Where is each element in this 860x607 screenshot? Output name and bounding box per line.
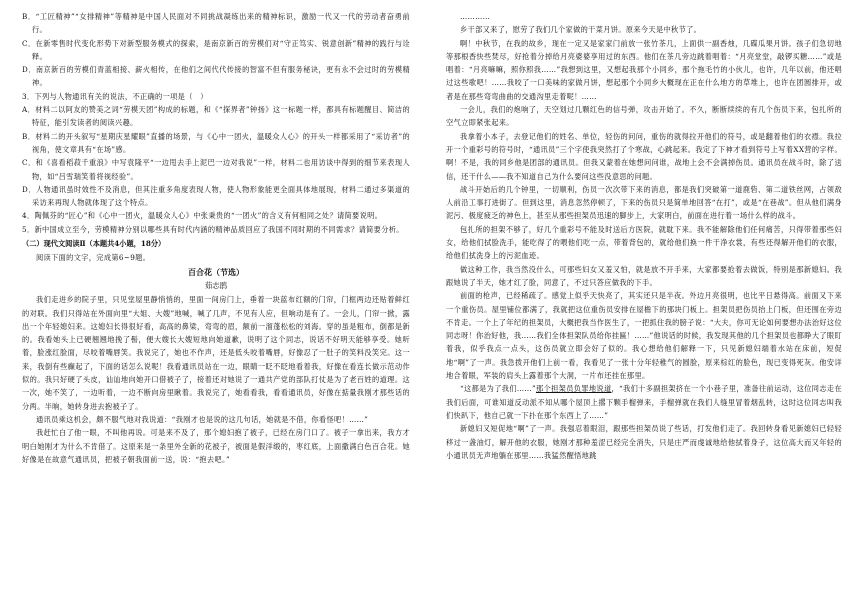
question-3-option-b: B．材料二的开头叙写“星期庆星耀眼”直播的场景，与《心中一团火，温暖众人心》的开头一样都采用了“采访者”的视角，使文章具有“在场”感。 [22, 131, 410, 154]
underlined-sentence: 那个担架员负罪地说道 [535, 384, 612, 394]
section-heading: （二）现代文阅读Ⅱ（本题共4小题，18分） [22, 239, 166, 249]
passage-author: 茹志鹃 [204, 280, 228, 290]
quote-text: ，“我们十多副担架挤在一个小巷子里，准备往前运动，这位同志走在我们后面，可谁知道反动派不知从哪个屋顶上撂下颗手榴弹来，手榴弹就在我们人缝里冒着烟乱转，这时这位同志叫我们快趴下，他自己就一下扑在那个东西上了……” [446, 384, 842, 420]
question-5: 5．新中国成立至今，劳模精神分别以哪些具有时代内涵的精神品质回应了我国不同时期的不同需求？请简要分析。 [22, 224, 404, 234]
question-2-option-c: C．在新零售时代变化形势下对新型服务模式的探索，是南京新百的劳模们对“守正笃实、锐意创新”精神的践行与诠释。 [22, 38, 410, 61]
passage-paragraph: 我拿着小本子，去登记他们的姓名、单位，轻伤的问问，重伤的就得拉开他们的符号，或是翻着他们的衣襟。我拉开一个重彩号的符号时，“通讯员”三个字使我突然打了个寒战，心跳起来。我定了下神才看到符号上写着XX营的字样。啊！不是，我的同乡他是团部的通讯员。但我又蒙着在她想问问谁，战地上会不会满掉伤员。通讯员在战斗时，除了送信，还干什么——我不知道自己为什么要问这些没意思的问题。 [446, 131, 842, 181]
passage-paragraph: 一会儿，我们的炮响了，天空划过几颗红色的信号弹，攻击开始了。不久，断断续续的有几个伤员下来，包扎所的空气立即紧张起来。 [446, 105, 842, 128]
passage-paragraph: 我们走进乡的院子里，只见堂屋里静悄悄的，里面一间房门上，垂着一块蓝布红额的门帘，门框两边还贴着鲜红的对联。我们只得站在外面向里“大姐、大嫂”地喊，喊了几声，不见有人应，但响动是有了。一会儿，门帘一掀，露出一个年轻媳妇来。这媳妇长得很好看，高高的鼻梁，弯弯的眉，额前一溜蓬松松的刘海。穿的虽是粗布，倒都是新的。我看她头上已硬翘翘地挽了髻，便大嫂长大嫂短地向她道歉，说明了这个同志，说话不好明天能够享受。她听着，脸涨红脸面，尽咬着嘴唇笑。我说完了，她也不作声，还是低头咬着嘴唇，好像忍了一肚子的笑料没笑完。这一来，我倒有些癫起了，下面的话怎么说呢！我看通讯员站在一边，眼睛一眨不眨地看着我，好像在看连长做示范动作似的。我只好硬了头皮，讪讪地向她开口借被子了，接着还对她说了一通共产党的部队打仗是为了老百姓的道理。这一次，她不笑了，一边听着，一边不断向房里瞅着。我说完了，她看看我，看看通讯员，好像在掂量我刚才那些话的分两。半晌，她转身进去抱被子了。 [22, 295, 410, 411]
question-4: 4．陶佩芬的“匠心”和《心中一团火，温暖众人心》中张秉贵的“一团火”的含义有何相同之处？请简要说明。 [22, 211, 383, 221]
passage-paragraph: 战斗开始后的几个钟里，一切顺利，伤员一次次带下来的消息，都是我们突破第一道鹿砦、第二道铁丝网，占领敌人前沿工事打进街了。但到这里，消息忽然停顿了，下来的伤员只是简单地回答“在打”，或是“在巷战”。但从他们满身泥污、极度疲乏的神色上，甚至从那些担架员迅速的脚步上，大家明白，前面在进行着一场什么样的战斗。 [446, 184, 842, 221]
question-2-option-b: B．“工匠精神”“女排精神”等精神是中国人民面对不同挑战凝练出来的精神标识，激励一代又一代的劳动者奋勇前行。 [22, 12, 410, 35]
ellipsis-separator: ………… [460, 12, 491, 21]
reading-instruction: 阅读下面的文字，完成第6~9题。 [36, 253, 151, 263]
question-3-option-c: C．和《喜看稻菽千重浪》中写袁隆平“一边甩去手上泥巴一边对我说”一样，材料二也用访谈中得到的细节来表现人物，如“吕雪瑞笑着将视经验”。 [22, 158, 410, 181]
question-2-option-d: D．南京新百的劳模们青蓝相接、薪火相传，在他们之间代代传接的智富不但有服务秘诀，更有永不会过时的劳模精神。 [22, 65, 410, 88]
right-column [446, 10, 842, 462]
passage-paragraph: 包扎所的担架不够了，好几个重彩号不能及时送后方医院，就耽下来。我不能解除他们任何痛苦，只得带着那些妇女，给他们拭脸洗手，能吃得了的喂他们吃一点，带着背包的，就给他们换一件干净衣裳，有些还得解开他们的衣服，给他们拭洗身上的污泥血迹。 [446, 224, 842, 261]
passage-paragraph: 啊！中秋节，在我的故乡，现在一定又是家家门前放一张竹茶几，上面供一副香烛，几碟瓜果月饼。孩子们急切地等那根香快些焚尽，好抢着分掉给月亮婆婆享用过的东西。他们在茶几旁边跳着唱着：“月亮堂堂，敲锣买糖……”或是唱着：“月亮嘛嘛，照你照我……”我想到这里，又想起我那个小同乡，那个拖毛竹的小伙儿，也许，几年以前，他还唱过这些歌吧！……我咬了一口美味的家做月饼，想起那个小同乡大概现在正在什么地方的草堆上，也许在团圆排开，或者是在那些弯弯曲曲的交通沟里走着呢！…… [446, 38, 842, 101]
passage-paragraph: 乡干部又来了，慰劳了我们几个家做的干菜月饼。原来今天是中秋节了。 [460, 25, 702, 35]
passage-title: 百合花（节选） [188, 266, 244, 277]
question-3-option-a: A．材料二以阿友的赞美之词“劳模天团”构成的标题，和《“探界者”钟扬》这一标题一样，都具有标题醒目、简洁的特征，能引发读者的阅读兴趣。 [22, 105, 410, 128]
question-3-option-d: D．人物通讯虽时效性不及消息，但其注重多角度表现人物，使人物形象能更全面具体地展现，材料二通过多渠道的采访来再现人物就体现了这个特点。 [22, 184, 410, 208]
passage-paragraph: 我赶忙白了他一眼，不叫他再说。可是来不及了，那个媳妇抱了被子，已经在房门口了。被子一拿出来，我方才明白她刚才为什么不肯借了。这原来是一条里外全新的花被子，被面是假洋缎的，枣红底，上面撒满白色百合花。她好像是在故意气通讯员，把被子朝我面前一送，说：“抱去吧。” [22, 428, 410, 464]
passage-paragraph: 新媳妇又短促地“啊”了一声。我强忍着眼泪，跟那些担架员说了些话，打发他们走了。我回转身看见新媳妇已轻轻移过一盏油灯，解开他的衣服，她刚才那种羞涩已经完全消失，只是庄严而虔诚地给他拭着身子，这位高大而又年轻的小通讯员无声地躺在那里……我猛然醒悟地跳 [446, 424, 842, 460]
passage-paragraph: 通讯员乘这机会，颇不服气地对我说道：“我刚才也是说的这几句话，她就是不借，你看怪吧！……” [36, 414, 369, 424]
passage-paragraph: 做这种工作，我当然没什么，可那些妇女又羞又怕，就是放不开手来，大家都要抢着去做饭，特别是那新媳妇。我跟她说了半天，她才红了脸，同意了，不过只答应做我的下手。 [446, 264, 842, 287]
left-column [22, 10, 410, 466]
quote-text: “这都是为了我们……” [460, 384, 536, 394]
passage-paragraph: 前面的枪声，已经稀疏了。感觉上似乎天快亮了，其实还只是半夜。外边月亮很明，也比平日悬得高。前面又下来一个重伤员。屋里铺位都满了，我就把这位重伤员安排在屋檐下的那块门板上。担架员把伤员抬上门板，但还围在旁边不肯走。一个上了年纪的担架员，大概把我当作医生了，一把抓住我的膀子说：“大夫，你可无论如何要想办法治好这位同志呀！你治好他，我……我们全体担架队员给你挂匾！……”他说话的时候，我发现其他的几个担架员也都睁大了眼盯着我，似乎我点一点头，这伤员就立即会好了似的。我心想给他们解释一下，只见新媳妇端着水站在床前，短促地“啊”了一声。我急拨开他们上前一看，我看见了一张十分年轻稚气的圆脸，原来棕红的脸色，现已变得死灰。他安详地合着眼，军装的肩头上露着那个大洞，一片布还挂在那里。 [446, 291, 842, 381]
question-3-stem: 3．下列与人物通讯有关的说法，不正确的一项是（ ） [22, 91, 208, 101]
passage-paragraph [446, 382, 842, 422]
